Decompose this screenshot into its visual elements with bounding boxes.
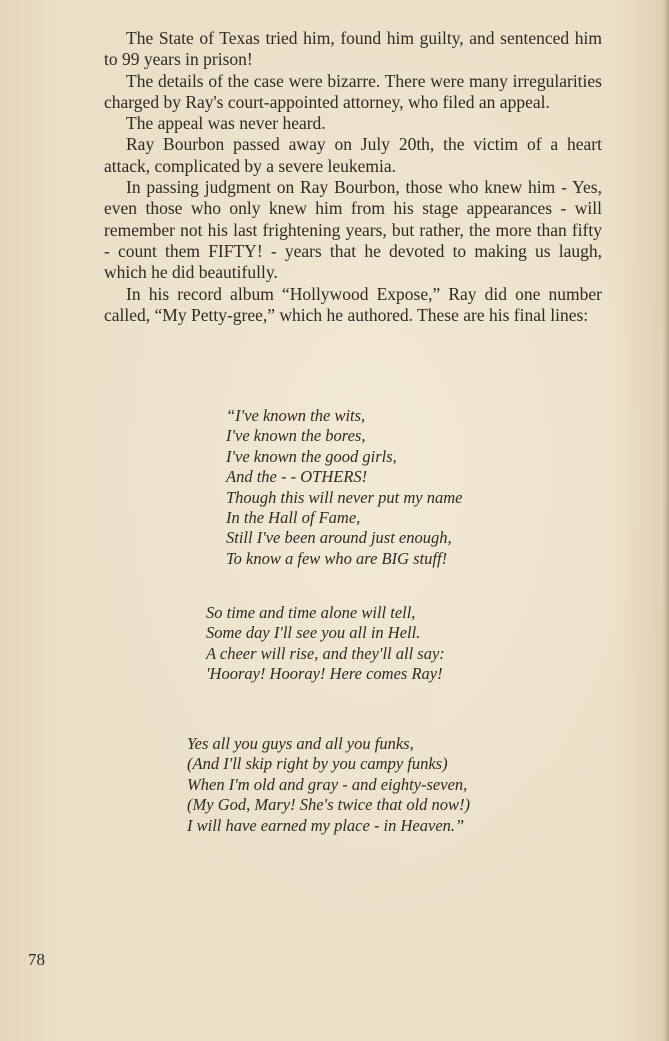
poem-line: When I'm old and gray - and eighty-seven,: [187, 774, 468, 794]
poem-line: 'Hooray! Hooray! Here comes Ray!: [206, 664, 443, 684]
poem-line: Still I've been around just enough,: [226, 528, 452, 548]
poem-line: “I've known the wits,: [226, 406, 366, 425]
paragraph: Ray Bourbon passed away on July 20th, the victim of a heart attack, complicated by a severe leukemia.: [104, 134, 602, 176]
poem-line: To know a few who are BIG stuff!: [226, 548, 448, 568]
paragraph: The appeal was never heard.: [126, 113, 326, 134]
poem-line: Some day I'll see you all in Hell.: [206, 623, 421, 643]
paragraph: The State of Texas tried him, found him guilty, and sentenced him to 99 years in prison!: [104, 28, 602, 70]
poem-line: Though this will never put my name: [226, 487, 463, 507]
poem-line: And the - - OTHERS!: [226, 467, 368, 487]
poem-stanza-3: [187, 734, 470, 836]
poem-stanza-2: [206, 603, 445, 685]
body-text: [104, 28, 602, 326]
paragraph: In passing judgment on Ray Bourbon, those who knew him - Yes, even those who only knew him from his stage appearances - will remember not his last frightening years, but rather, the more than fifty - count them FIFTY! - years that he devoted to making us laugh, which he did beautifully.: [104, 177, 602, 283]
poem-line: (My God, Mary! She's twice that old now!): [187, 795, 471, 815]
poem-line: In the Hall of Fame,: [226, 508, 361, 528]
poem-line: I've known the bores,: [226, 426, 366, 446]
paragraph: In his record album “Hollywood Expose,” Ray did one number called, “My Petty-gree,” which he authored. These are his final lines:: [104, 283, 602, 325]
poem-line: (And I'll skip right by you campy funks): [187, 754, 448, 774]
page-edge-shadow: [663, 0, 669, 1041]
poem-line: I've known the good girls,: [226, 446, 397, 466]
poem-line: I will have earned my place - in Heaven.”: [187, 815, 465, 835]
poem-line: Yes all you guys and all you funks,: [187, 734, 414, 753]
poem-line: So time and time alone will tell,: [206, 603, 416, 622]
poem-line: A cheer will rise, and they'll all say:: [206, 643, 445, 663]
page-number: 78: [28, 950, 45, 969]
poem-stanza-1: [226, 406, 462, 569]
paragraph: The details of the case were bizarre. There were many irregularities charged by Ray's court-appointed attorney, who filed an appeal.: [104, 70, 602, 112]
